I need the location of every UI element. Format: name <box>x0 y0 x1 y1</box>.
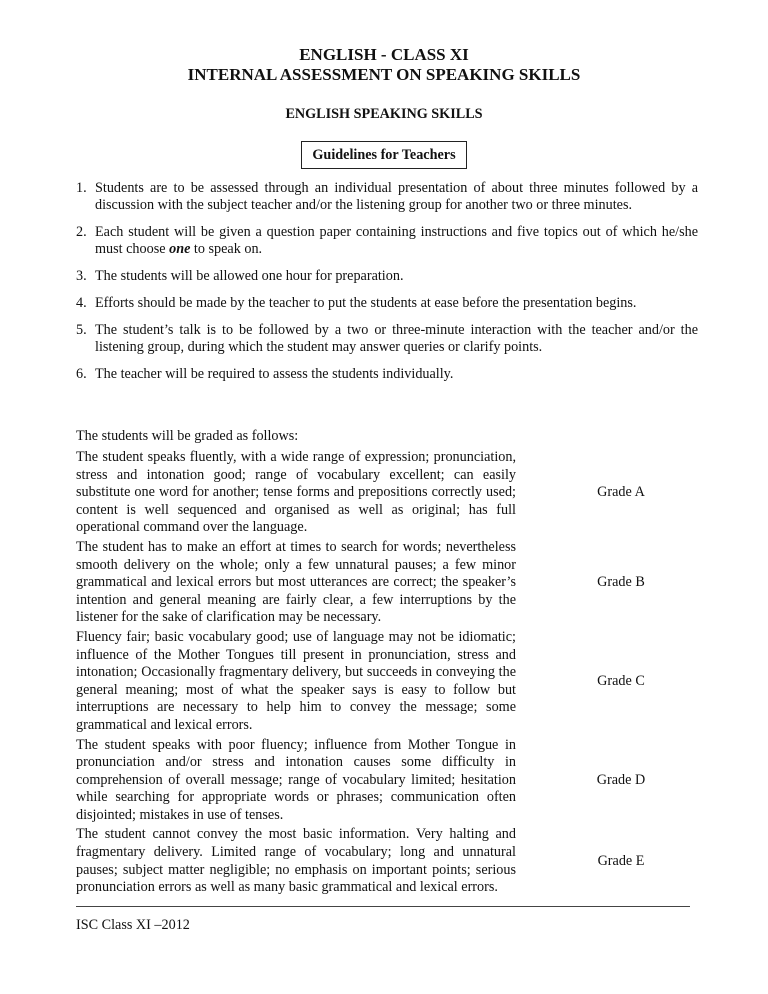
footer-text: ISC Class XI –2012 <box>76 917 190 933</box>
guideline-item <box>76 295 698 312</box>
page-subtitle-heading: INTERNAL ASSESSMENT ON SPEAKING SKILLS <box>187 65 581 84</box>
guideline-number: 4. <box>76 295 87 311</box>
grade-description: The student speaks with poor fluency; influence from Mother Tongue in pronunciation and/or stress and intonation causes some difficulty in comprehension of overall message; range of vocabulary limited; hesitation while searching for appropriate words or phrases; communication often disjointed; mistakes in use of tenses. <box>76 736 516 823</box>
guideline-text: The students will be allowed one hour for preparation. <box>95 268 404 284</box>
guideline-item <box>76 268 698 285</box>
grade-label: Grade A <box>597 484 645 501</box>
guideline-number: 6. <box>76 366 87 382</box>
footer-divider <box>76 906 690 907</box>
grade-row <box>76 826 698 896</box>
guideline-text-part: to speak on. <box>190 241 263 257</box>
page-title: ENGLISH - CLASS XI <box>299 45 469 64</box>
grade-row <box>76 737 698 825</box>
grade-row <box>76 539 698 627</box>
grade-label: Grade D <box>596 771 646 788</box>
guideline-number: 5. <box>76 322 87 338</box>
guideline-number: 2. <box>76 224 87 240</box>
grade-label: Grade B <box>597 574 645 591</box>
guideline-text: The teacher will be required to assess the students individually. <box>95 366 454 382</box>
guideline-number: 1. <box>76 180 87 196</box>
guideline-item <box>76 322 698 356</box>
grading-table <box>76 449 698 899</box>
grade-label: Grade E <box>597 853 645 870</box>
grade-description: The student speaks fluently, with a wide range of expression; pronunciation, stress and intonation good; range of vocabulary excellent; can easily substitute one word for another; tense forms and prepositions correctly used; content is well sequenced and organised as well as original; has full operational command over the language. <box>76 449 516 536</box>
grade-row <box>76 629 698 735</box>
grade-description: Fluency fair; basic vocabulary good; use of language may not be idiomatic; influence of the Mother Tongues till present in pronunciation, stress and intonation; Occasionally fragmentary delivery, but succeeds in conveying the general meaning; most of what the speaker says is easy to follow but interruptions are necessary to help him to convey the message; some grammatical and lexical errors. <box>76 628 516 733</box>
guideline-emphasis: one <box>169 241 191 257</box>
grade-label: Grade C <box>597 673 645 690</box>
section-heading: ENGLISH SPEAKING SKILLS <box>285 106 483 122</box>
guideline-item <box>76 224 698 258</box>
guideline-text <box>95 224 698 258</box>
grade-description: The student cannot convey the most basic information. Very halting and fragmentary delivery. Limited range of vocabulary; long and unnatural pauses; subject matter negligible; no emphasis on important points; serious pronunciation errors as well as many basic grammatical and lexical errors. <box>76 826 516 896</box>
guidelines-list <box>76 180 698 393</box>
grading-intro: The students will be graded as follows: <box>76 428 299 444</box>
grade-row <box>76 449 698 537</box>
guidelines-box-wrapper <box>0 141 768 169</box>
guideline-number: 3. <box>76 268 87 284</box>
guideline-text: The student’s talk is to be followed by a two or three-minute interaction with the teacher and/or the listening group, during which the student may answer queries or clarify points. <box>95 322 698 355</box>
guidelines-box-label: Guidelines for Teachers <box>301 141 466 169</box>
guideline-item <box>76 180 698 214</box>
guideline-text: Students are to be assessed through an individual presentation of about three minutes followed by a discussion with the subject teacher and/or the listening group for another two or three minutes. <box>95 180 698 213</box>
guideline-text-part: Each student will be given a question paper containing instructions and five topics out of which he/she must choose <box>95 224 698 257</box>
guideline-text: Efforts should be made by the teacher to put the students at ease before the presentation begins. <box>95 295 637 311</box>
guideline-item <box>76 366 698 383</box>
grade-description: The student has to make an effort at times to search for words; nevertheless smooth delivery on the whole; only a few unnatural pauses; a few minor grammatical and lexical errors but most utterances are correct; the speaker’s intention and general meaning are fairly clear, a few interruptions by the listener for the sake of clarification may be necessary. <box>76 538 516 626</box>
